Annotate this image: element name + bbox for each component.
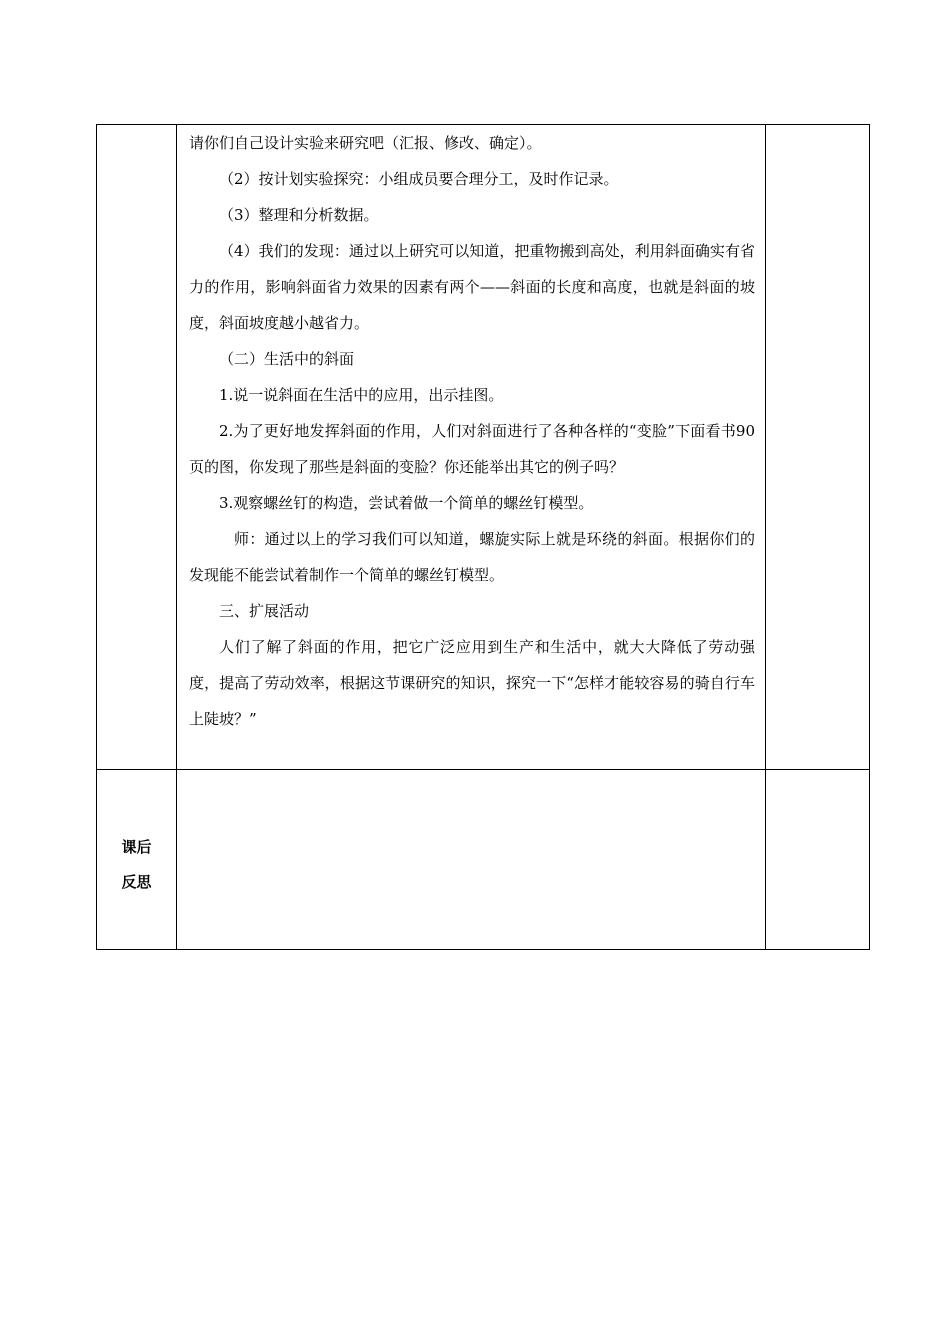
section-heading-slopes-in-life: （二）生活中的斜面 [219, 350, 355, 368]
reflection-label-line1: 课后 [121, 837, 152, 856]
row-label-cell-empty [97, 125, 177, 770]
reflection-label-line2: 反思 [121, 872, 152, 891]
paragraph-step-4-findings: （4）我们的发现：通过以上研究可以知道，把重物搬到高处，利用斜面确实有省力的作用，影响斜面省力效果的因素有两个——斜面的长度和高度，也就是斜面的坡度，斜面坡度越小越省力。 [189, 242, 755, 332]
reflection-content-cell-empty [177, 770, 766, 950]
teaching-process-row [97, 125, 870, 770]
notes-cell-empty [766, 125, 870, 770]
section-heading-extension-activity: 三、扩展活动 [219, 602, 310, 620]
teaching-content-cell [177, 125, 766, 770]
reflection-label-cell [97, 770, 177, 950]
reflection-row [97, 770, 870, 950]
paragraph-teacher-remark: 师：通过以上的学习我们可以知道，螺旋实际上就是环绕的斜面。根据你们的发现能不能尝试着制作一个简单的螺丝钉模型。 [189, 530, 755, 584]
paragraph-extension-task: 人们了解了斜面的作用，把它广泛应用到生产和生活中，就大大降低了劳动强度，提高了劳动效率，根据这节课研究的知识，探究一下“怎样才能较容易的骑自行车上陡坡？” [189, 638, 755, 728]
reflection-notes-cell-empty [766, 770, 870, 950]
paragraph-item-1: 1.说一说斜面在生活中的应用，出示挂图。 [219, 386, 504, 404]
lesson-plan-table [96, 124, 870, 950]
paragraph-design-experiment: 请你们自己设计实验来研究吧（汇报、修改、确定）。 [189, 134, 542, 152]
paragraph-item-2: 2.为了更好地发挥斜面的作用，人们对斜面进行了各种各样的“变脸”下面看书90页的图，你发现了那些是斜面的变脸？你还能举出其它的例子吗？ [189, 422, 755, 476]
paragraph-step-2: （2）按计划实验探究：小组成员要合理分工，及时作记录。 [219, 170, 619, 188]
paragraph-item-3: 3.观察螺丝钉的构造，尝试着做一个简单的螺丝钉模型。 [219, 494, 594, 512]
paragraph-step-3: （3）整理和分析数据。 [219, 206, 379, 224]
